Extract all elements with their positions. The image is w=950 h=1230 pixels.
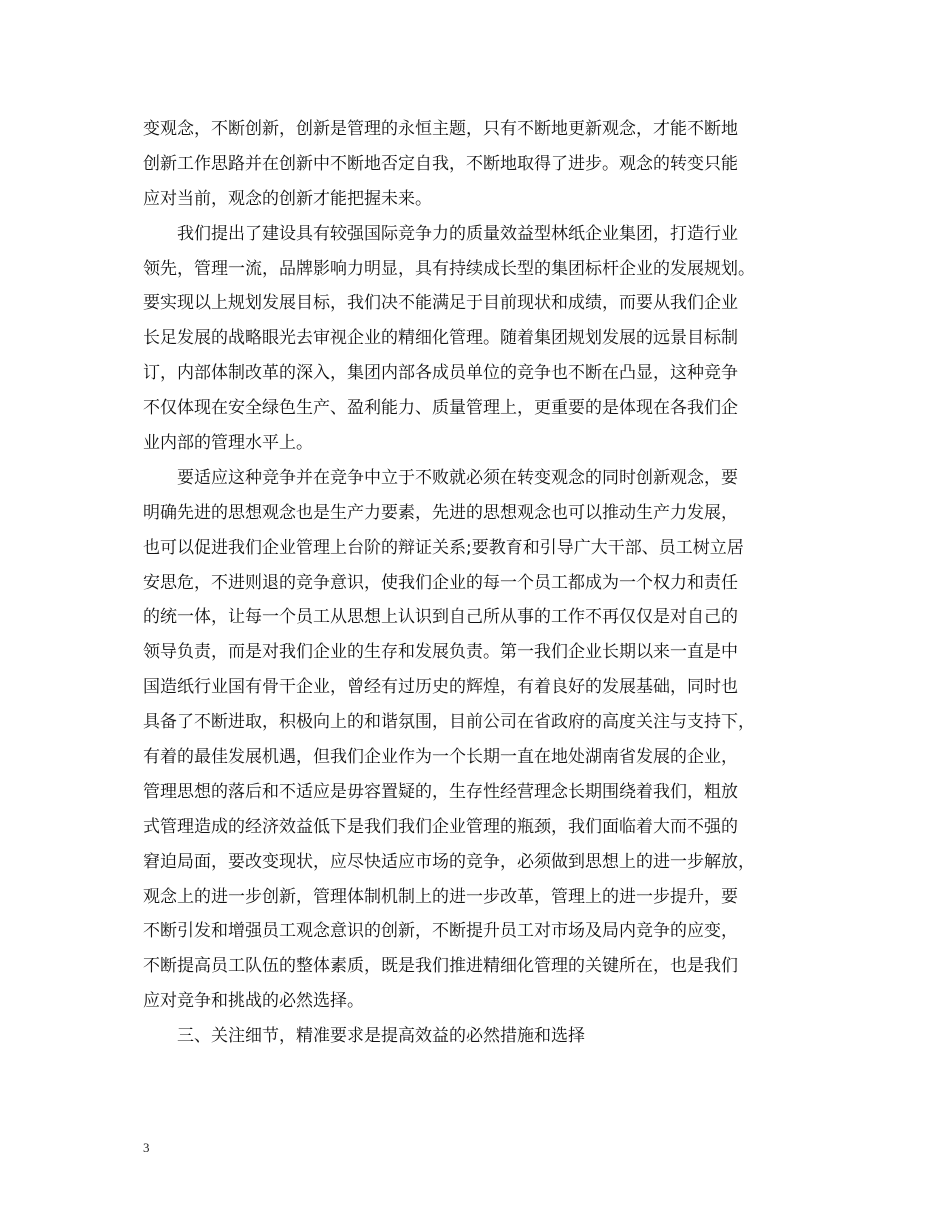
text-line: 不断引发和增强员工观念意识的创新，不断提升员工对市场及局内竞争的应变， — [143, 921, 738, 942]
text-line: 窘迫局面，要改变现状，应尽快适应市场的竞争，必须做到思想上的进一步解放， — [143, 851, 755, 872]
text-line: 不仅体现在安全绿色生产、盈利能力、质量管理上，更重要的是体现在各我们企 — [143, 398, 738, 419]
paragraph-3 — [143, 461, 807, 1019]
section-heading-text: 三、关注细节，精准要求是提高效益的必然措施和选择 — [177, 1026, 585, 1047]
text-line: 国造纸行业国有骨干企业，曾经有过历史的辉煌，有着良好的发展基础，同时也 — [143, 677, 738, 698]
text-line: 式管理造成的经济效益低下是我们我们企业管理的瓶颈，我们面临着大而不强的 — [143, 816, 738, 837]
text-line: 具备了不断进取，积极向上的和谐氛围，目前公司在省政府的高度关注与支持下， — [143, 712, 755, 733]
text-line: 也可以促进我们企业管理上台阶的辩证关系;要教育和引导广大干部、员工树立居 — [143, 537, 744, 558]
page-number: 3 — [143, 1140, 150, 1155]
text-line: 要实现以上规划发展目标，我们决不能满足于目前现状和成绩，而要从我们企业 — [143, 293, 738, 314]
document-body — [143, 112, 807, 1054]
text-line: 观念上的进一步创新，管理体制机制上的进一步改革，管理上的进一步提升，要 — [143, 886, 738, 907]
section-heading — [143, 1019, 807, 1054]
text-line: 领导负责，而是对我们企业的生存和发展负责。第一我们企业长期以来一直是中 — [143, 642, 738, 663]
text-line: 的统一体，让每一个员工从思想上认识到自己所从事的工作不再仅仅是对自己的 — [143, 607, 738, 628]
text-line: 订，内部体制改革的深入，集团内部各成员单位的竞争也不断在凸显，这种竞争 — [143, 363, 738, 384]
text-line: 我们提出了建设具有较强国际竞争力的质量效益型林纸企业集团，打造行业 — [177, 223, 738, 244]
paragraph-2 — [143, 217, 807, 461]
paragraph-1 — [143, 112, 807, 217]
text-line: 业内部的管理水平上。 — [143, 433, 313, 454]
text-line: 长足发展的战略眼光去审视企业的精细化管理。随着集团规划发展的远景目标制 — [143, 328, 738, 349]
text-line: 变观念，不断创新，创新是管理的永恒主题，只有不断地更新观念，才能不断地 — [143, 119, 738, 139]
text-line: 有着的最佳发展机遇，但我们企业作为一个长期一直在地处湖南省发展的企业， — [143, 747, 738, 768]
text-line: 创新工作思路并在创新中不断地否定自我，不断地取得了进步。观念的转变只能 — [143, 153, 738, 174]
text-line: 不断提高员工队伍的整体素质，既是我们推进精细化管理的关键所在，也是我们 — [143, 956, 738, 977]
text-line: 应对当前，观念的创新才能把握未来。 — [143, 188, 432, 209]
text-line: 安思危，不进则退的竞争意识，使我们企业的每一个员工都成为一个权力和责任 — [143, 572, 738, 593]
text-line: 应对竞争和挑战的必然选择。 — [143, 991, 364, 1012]
text-line: 管理思想的落后和不适应是毋容置疑的，生存性经营理念长期围绕着我们，粗放 — [143, 781, 738, 802]
text-line: 领先，管理一流，品牌影响力明显，具有持续成长型的集团标杆企业的发展规划。 — [143, 258, 755, 279]
text-line: 明确先进的思想观念也是生产力要素，先进的思想观念也可以推动生产力发展， — [143, 502, 738, 523]
text-line: 要适应这种竞争并在竞争中立于不败就必须在转变观念的同时创新观念，要 — [177, 467, 738, 488]
